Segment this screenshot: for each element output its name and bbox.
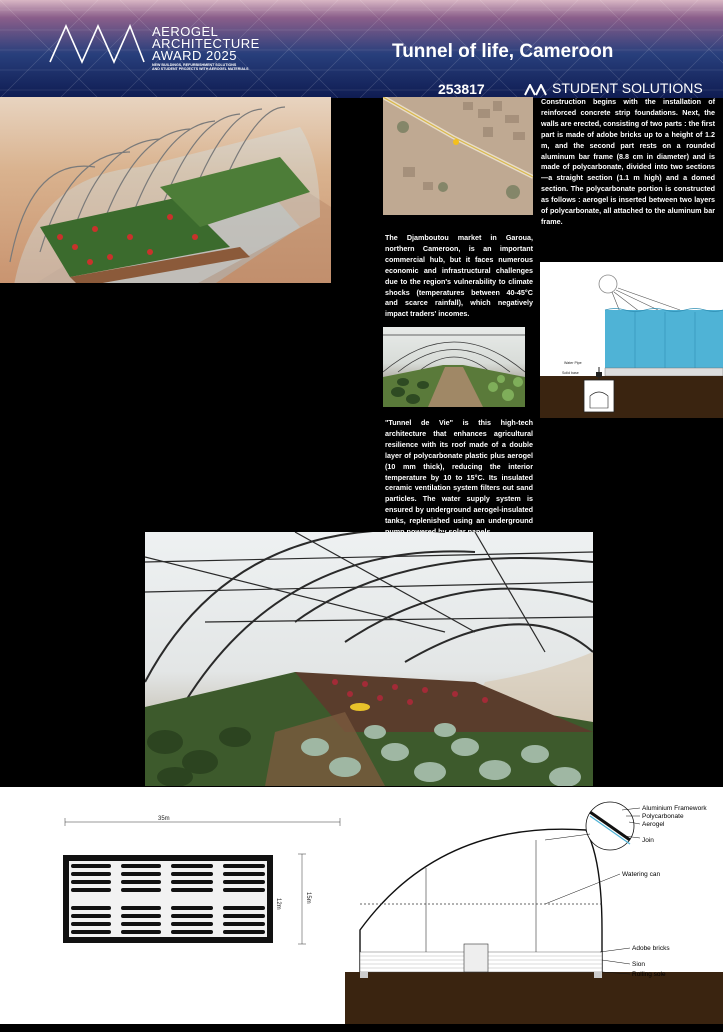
award-logo-icon <box>48 22 146 64</box>
water-tank-diagram <box>540 262 723 418</box>
satellite-map-image <box>383 97 533 215</box>
project-number: 253817 <box>438 81 485 97</box>
award-title-line: ARCHITECTURE <box>152 36 260 51</box>
tunnel-description: "Tunnel de Vie" is this high-tech architecture that enhances agricultural resilience with its roof made of a double layer of polycarbonate plastic plus aerogel (10 mm thick), reducing the interior temperature by 10 to 15°C. Its insulated ceramic ventilation system filters out sand particles. The water supply system is ensured by underground aerogel-insulated tanks, replenished using an underground <box>385 418 533 526</box>
category-label: STUDENT SOLUTIONS <box>552 80 703 96</box>
section-label: Sion <box>632 961 646 968</box>
cross-section-drawing <box>340 800 723 1024</box>
section-label: Rolling sole <box>632 971 666 978</box>
section-label: Aluminium Framework <box>642 805 707 812</box>
section-label: Watering can <box>622 871 661 878</box>
plan-width-label: 35m <box>158 816 170 822</box>
location-marker-icon <box>453 139 459 145</box>
award-tagline: NEW BUILDINGS, REFURBISHMENT SOLUTIONS <box>152 63 237 67</box>
diagram-label: Water Pipe <box>564 361 582 365</box>
section-label: Adobe bricks <box>632 945 670 952</box>
diagram-label: Solid base <box>562 371 579 375</box>
floor-plan-drawing <box>55 812 345 1027</box>
market-description: The Djamboutou market in Garoua, northern Cameroon, is an important commercial hub, but it faces numerous economic and infrastructural challenges due to the region's vulnerability to climate shocks (temperatures between 40-45°C and scarce rainfall), which negatively impact traders' incomes. <box>385 233 533 319</box>
interior-render-small <box>383 327 525 407</box>
header-banner <box>0 0 723 98</box>
award-title-line: AWARD 2025 <box>152 48 237 63</box>
section-label: Aerogel <box>642 821 665 828</box>
award-title-line: AEROGEL <box>152 24 219 39</box>
section-label: Polycarbonate <box>642 813 684 820</box>
interior-render-large <box>145 532 593 786</box>
category-logo-icon <box>524 84 548 96</box>
section-label: Join <box>642 837 654 844</box>
greenhouse-exterior-render <box>0 97 331 283</box>
sun-icon <box>599 275 617 293</box>
page-title: Tunnel of life, Cameroon <box>392 41 614 62</box>
construction-description: Construction begins with the installation of reinforced concrete strip foundations. Next, the walls are erected, consisting of two parts : the first part is made of adobe bricks up to a height of 1.2 m, and the second part rests on a rounded aluminum bar frame (8.8 cm in diameter) and is made of polycarbonate, divided into two sections—a straight section (1.1 m high) and a domed section. The polycarbonate portion is constructed as follows : aerogel is inserted between two layers of polycarbonate, all attached to the aluminum bar frame. <box>541 97 715 226</box>
award-tagline: AND STUDENT PROJECTS WITH AEROGEL MATERIALS <box>152 67 249 71</box>
plan-inner-depth-label: 12m <box>275 898 281 910</box>
plan-depth-label: 15m <box>305 892 311 904</box>
